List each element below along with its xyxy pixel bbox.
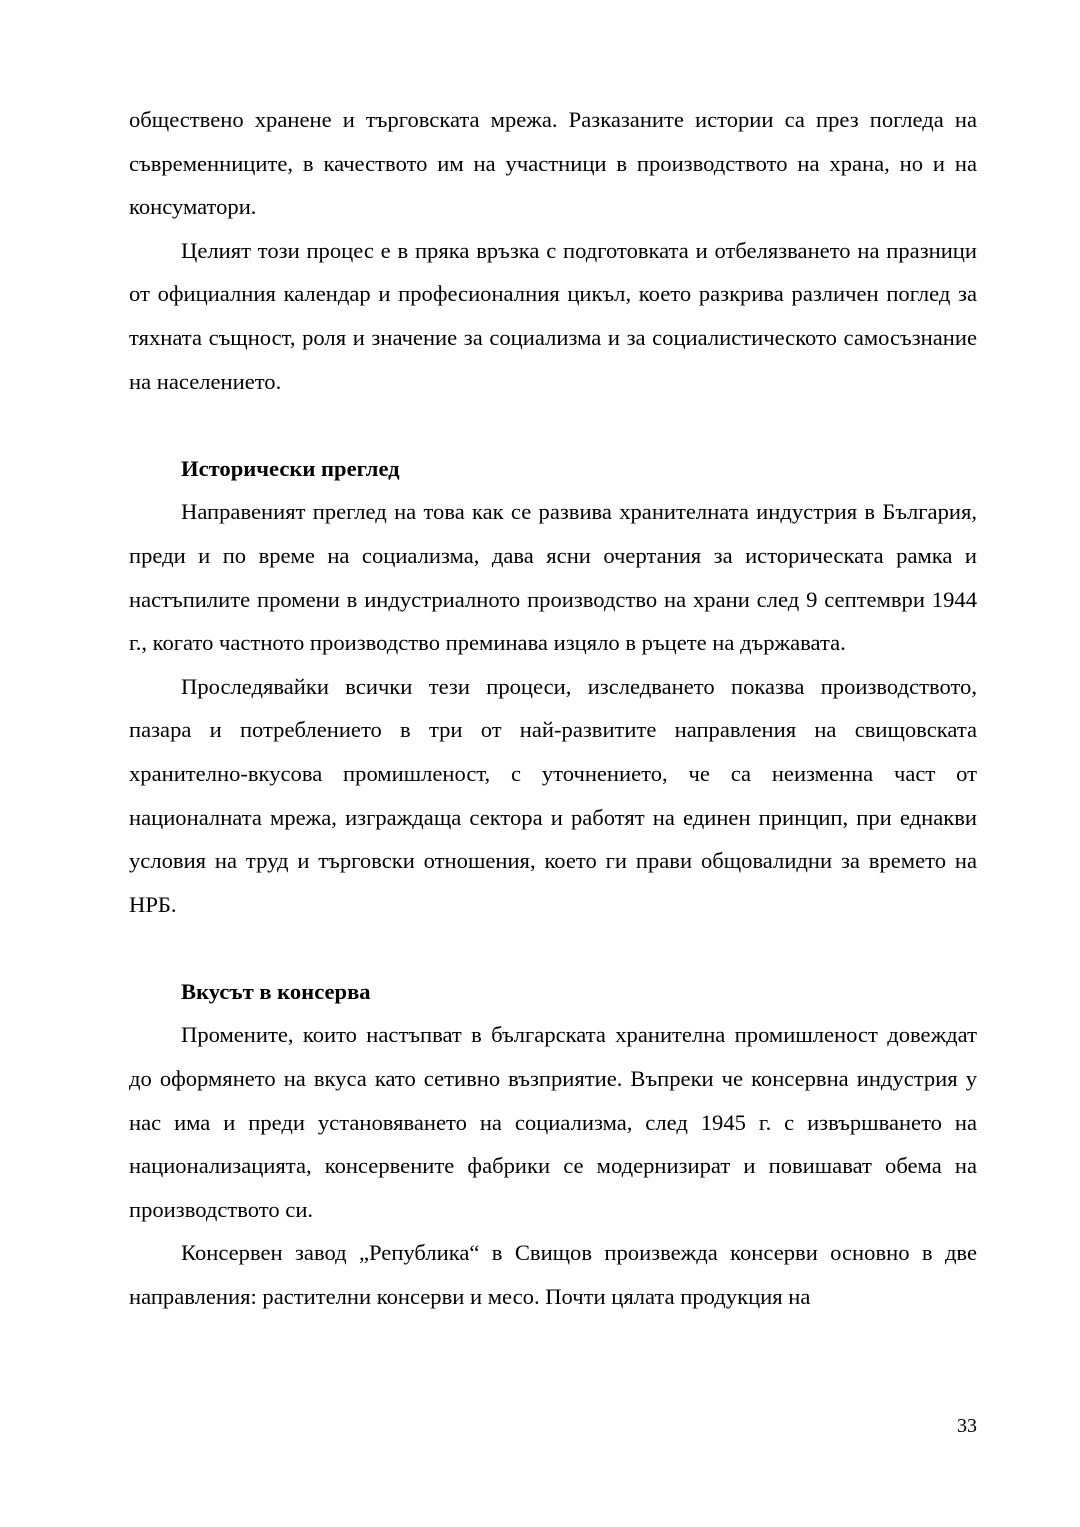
paragraph-continued: обществено хранене и търговската мрежа. Разказаните истории са през погледа на съвременниците, в качеството им на участници в производството на храна, но и на консуматори.	[129, 107, 977, 220]
page-number: 33	[957, 1415, 977, 1437]
section-spacer	[129, 403, 977, 447]
document-page	[129, 98, 977, 1319]
section-heading-taste-in-can: Вкусът в консерва	[181, 978, 371, 1004]
paragraph-food-industry-overview: Направеният преглед на това как се развива хранителната индустрия в България, преди и по време на социализма, дава ясни очертания за историческата рамка и настъпилите промени в индустриалното производство на храни след 9 септември 1944 г., когато частното производство преминава изцяло в ръцете на държавата.	[129, 499, 977, 656]
section-spacer	[129, 926, 977, 970]
paragraph-republika-factory: Консервен завод „Република“ в Свищов произвежда консерви основно в две направления: растителни консерви и месо. Почти цялата продукция на	[129, 1240, 977, 1310]
paragraph-holiday-process: Целият този процес е в пряка връзка с подготовката и отбелязването на празници от официалния календар и професионалния цикъл, което разкрива различен поглед за тяхната същност, роля и значение за социализма и за социалистическото самосъзнание на населението.	[129, 237, 977, 394]
paragraph-research-tracking: Проследявайки всички тези процеси, изследването показва производството, пазара и потреблението в три от най-развитите направления на свищовската хранително-вкусова промишленост, с уточнението, че са неизменна част от националната мрежа, изграждаща сектора и работят на единен принцип, при еднакви условия на труд и търговски отношения, което ги прави общовалидни за времето на НРБ.	[129, 673, 977, 917]
paragraph-canning-changes: Промените, които настъпват в българската хранителна промишленост довеждат до оформянето на вкуса като сетивно възприятие. Въпреки че консервна индустрия у нас има и преди установяването на социализма, след 1945 г. с извършването на национализацията, консервените фабрики се модернизират и повишават обема на производството си.	[129, 1022, 977, 1222]
section-heading-historical-overview: Исторически преглед	[181, 455, 400, 481]
